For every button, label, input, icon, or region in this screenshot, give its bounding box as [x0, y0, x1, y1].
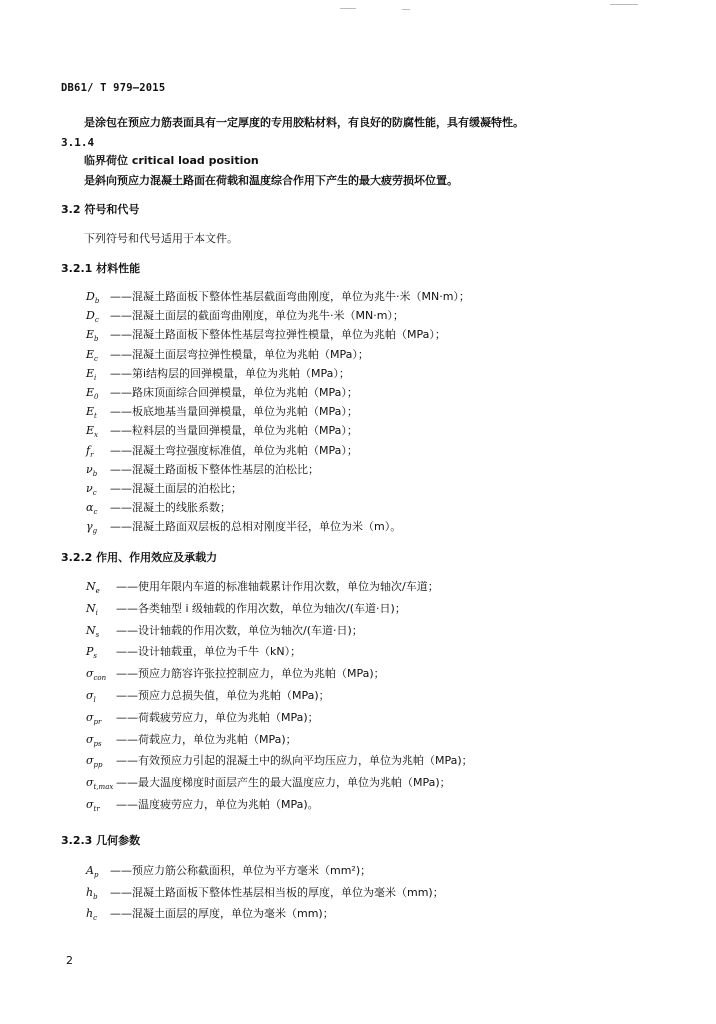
definition-continuation: 是涂包在预应力筋表面具有一定厚度的专用胶粘材料，有良好的防腐性能，具有缓凝特性。	[84, 116, 524, 129]
section-heading-3-2-2: 3.2.2 作用、作用效应及承载力	[61, 551, 218, 564]
symbol: $D_c$	[86, 309, 99, 325]
symbol-definition-row	[86, 776, 451, 794]
symbol-definition-row	[86, 645, 301, 663]
symbol-description: ——粒料层的当量回弹模量，单位为兆帕（MPa）；	[110, 424, 358, 438]
symbol: $\sigma_{pr}$	[86, 710, 102, 726]
symbol-description: ——荷载疲劳应力，单位为兆帕（MPa)；	[116, 710, 319, 724]
symbol-description: ——预应力筋容许张拉控制应力，单位为兆帕（MPa)；	[116, 667, 385, 681]
symbol-definition-row	[86, 864, 371, 882]
symbol-definition-row	[86, 580, 439, 598]
symbol-definition-row	[86, 754, 473, 772]
symbol-definition-row	[86, 711, 319, 729]
symbol-definition-row	[86, 367, 350, 385]
symbol: $\sigma_{t,max}$	[86, 776, 114, 792]
clause-number-3-1-4: 3.1.4	[61, 136, 95, 149]
symbol-definition-row	[86, 624, 363, 642]
symbol-definition-row	[86, 520, 401, 538]
symbol-definition-row	[86, 386, 358, 404]
symbol: $A_p$	[86, 864, 99, 880]
symbol: $E_t$	[86, 405, 97, 421]
symbol-definition-row	[86, 424, 358, 442]
symbol-description: ——混凝土路面板下整体性基层弯拉弹性模量，单位为兆帕（MPa）；	[110, 328, 446, 342]
symbol-definition-row	[86, 463, 319, 481]
symbol-definition-row	[86, 798, 319, 816]
symbol-description: ——最大温度梯度时面层产生的最大温度应力，单位为兆帕（MPa)；	[116, 776, 451, 790]
scan-mark	[402, 9, 410, 10]
document-header: DB61/ T 979—2015	[61, 82, 166, 94]
scan-mark	[610, 4, 638, 5]
symbol: $\nu_b$	[86, 462, 98, 478]
symbol-definition-row	[86, 733, 297, 751]
symbol: $E_b$	[86, 328, 99, 344]
symbol-description: ——设计轴载的作用次数，单位为轴次/(车道·日)；	[116, 623, 363, 637]
symbol-definition-row	[86, 444, 358, 462]
symbol: $h_c$	[86, 907, 98, 923]
symbol-description: ——混凝土面层的泊松比；	[110, 482, 242, 495]
symbol-description: ——混凝土面层弯拉弹性模量，单位为兆帕（MPa）；	[110, 347, 369, 361]
page-number: 2	[66, 954, 73, 967]
symbol: $\nu_c$	[86, 482, 97, 498]
symbol-definition-row	[86, 348, 369, 366]
symbol-description: ——混凝土弯拉强度标准值，单位为兆帕（MPa）；	[110, 443, 358, 457]
symbol-description: ——混凝土路面板下整体性基层相当板的厚度，单位为毫米（mm)；	[110, 885, 444, 899]
symbol-description: ——预应力总损失值，单位为兆帕（MPa)；	[116, 689, 330, 702]
symbol: $\sigma_{tr}$	[86, 798, 100, 814]
symbol: $\gamma_g$	[86, 520, 98, 536]
symbol-definition-row	[86, 689, 330, 707]
symbol: $h_b$	[86, 885, 98, 901]
symbol: $\sigma_l$	[86, 689, 96, 705]
term-critical-load-position: 临界荷位 critical load position	[84, 154, 259, 167]
symbol-definition-row	[86, 328, 446, 346]
symbol: $\sigma_{con}$	[86, 667, 107, 683]
symbol: $N_s$	[86, 623, 100, 639]
symbol-definition-row	[86, 886, 444, 904]
symbol-definition-row	[86, 602, 406, 620]
term-definition: 是斜向预应力混凝土路面在荷载和温度综合作用下产生的最大疲劳损坏位置。	[84, 174, 458, 187]
symbol: $N_i$	[86, 601, 98, 617]
symbol: $P_s$	[86, 645, 97, 661]
symbol-definition-row	[86, 290, 470, 308]
symbol: $\alpha_c$	[86, 501, 98, 517]
symbol-definition-row	[86, 405, 358, 423]
symbol: $E_x$	[86, 424, 98, 440]
symbol: $\sigma_{ps}$	[86, 732, 102, 748]
symbol-definition-row	[86, 309, 404, 327]
symbol-description: ——混凝土面层的截面弯曲刚度，单位为兆牛·米（MN·m）；	[110, 309, 404, 323]
scan-mark	[340, 8, 356, 9]
symbol-description: ——路床顶面综合回弹模量，单位为兆帕（MPa）；	[110, 386, 358, 399]
symbol-description: ——混凝土路面板下整体性基层的泊松比；	[110, 462, 319, 476]
section-intro: 下列符号和代号适用于本文件。	[84, 232, 238, 245]
symbol-description: ——有效预应力引起的混凝土中的纵向平均压应力，单位为兆帕（MPa)；	[116, 754, 473, 768]
symbol-definition-row	[86, 501, 231, 519]
symbol-definition-row	[86, 482, 242, 500]
symbol: $E_0$	[86, 386, 99, 402]
symbol: $N_e$	[86, 580, 100, 596]
symbol-description: ——荷载应力，单位为兆帕（MPa)；	[116, 732, 297, 746]
section-heading-3-2-3: 3.2.3 几何参数	[61, 834, 141, 847]
section-heading-3-2: 3.2 符号和代号	[61, 203, 140, 216]
section-heading-3-2-1: 3.2.1 材料性能	[61, 262, 141, 275]
symbol: $\sigma_{pp}$	[86, 754, 103, 770]
symbol-description: ——混凝土的线胀系数；	[110, 501, 231, 515]
symbol-description: ——温度疲劳应力，单位为兆帕（MPa)。	[116, 798, 319, 811]
symbol: $E_c$	[86, 347, 98, 363]
symbol: $E_i$	[86, 366, 97, 382]
symbol-definition-row	[86, 907, 334, 925]
symbol-description: ——各类轴型 i 级轴载的作用次数，单位为轴次/(车道·日)；	[116, 601, 406, 615]
symbol: $f_r$	[86, 443, 94, 459]
symbol-description: ——设计轴载重，单位为千牛（kN）；	[116, 645, 302, 659]
symbol-description: ——使用年限内车道的标准轴载累计作用次数，单位为轴次/车道；	[116, 580, 439, 593]
symbol-description: ——预应力筋公称截面积，单位为平方毫米（mm²)；	[110, 864, 372, 877]
symbol: $D_b$	[86, 290, 100, 306]
symbol-description: ——第i结构层的回弹模量，单位为兆帕（MPa）；	[110, 366, 350, 380]
symbol-description: ——混凝土路面板下整体性基层截面弯曲刚度，单位为兆牛·米（MN·m）；	[110, 290, 470, 303]
symbol-definition-row	[86, 667, 385, 685]
symbol-description: ——混凝土面层的厚度，单位为毫米（mm)；	[110, 907, 334, 920]
symbol-description: ——混凝土路面双层板的总相对刚度半径，单位为米（m）。	[110, 520, 402, 534]
symbol-description: ——板底地基当量回弹模量，单位为兆帕（MPa）；	[110, 405, 358, 419]
